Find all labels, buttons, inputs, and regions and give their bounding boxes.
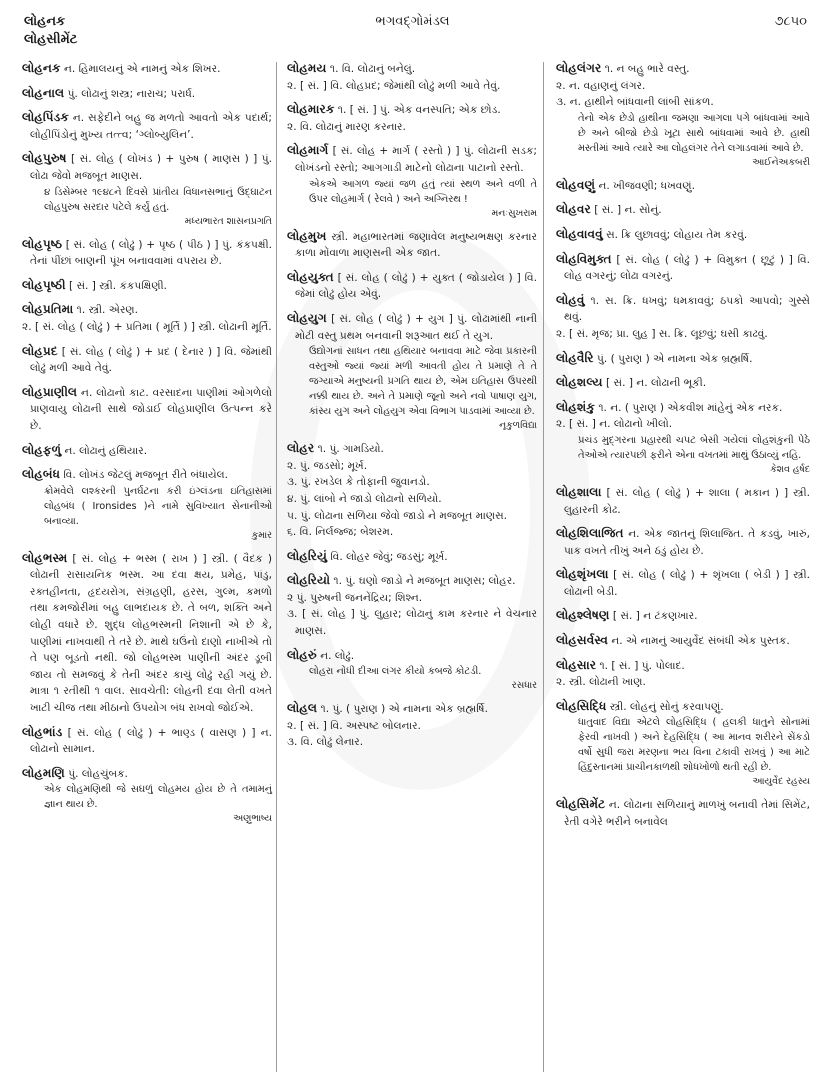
sense: ૨. [ સં. ] વિ. અસ્પષ્ટ બોલનાર.: [287, 719, 421, 732]
dictionary-entry: [287, 310, 537, 433]
dictionary-entry: [22, 150, 272, 228]
definition: [ સં. લોહ ( લોઢું ) + શાલા ( મકાન ) ] સ્ત્રી. લુહારની કોઢ.: [564, 486, 810, 516]
headword: લોહવિમુક્ત: [556, 251, 612, 266]
dictionary-entry: [556, 201, 810, 219]
sense: ૩. પું. રખડેલ કે તોફાની જુવાનડો.: [287, 476, 430, 489]
headword: લોહશલ્ય: [556, 375, 603, 390]
definition: ન. ખીજવણી; ધખવણું.: [598, 179, 695, 192]
dictionary-entry: [287, 60, 537, 94]
definition: પું. લોઢાનું શસ્ત્ર; નારાચ; પરાર્ધ.: [67, 87, 196, 100]
definition: ૧. પું. ( પુરાણ ) એ નામના એક બ્રહ્મર્ષિ.: [320, 703, 488, 716]
headword: લોહયુક્ત: [287, 269, 334, 284]
definition: સ્ત્રી. મહાભારતમાં જણાવેલ મનુષ્યભક્ષણ કરનાર કાળા મોંવાળા માણસની એક જાત.: [295, 230, 537, 260]
definition: સ્ત્રી. લોહનું સોનું કરવાપણું.: [609, 700, 724, 713]
headword: લોહમય: [287, 61, 327, 75]
headword: લોહયુગ: [287, 310, 327, 325]
headword: લોહસર્વસ્વ: [556, 633, 609, 648]
headword: લોહવું: [556, 292, 585, 307]
definition: ન. લોઢાના સળિયાનું માળખું બનાવી તેમાં સિમેંટ, રેતી વગેરે ભરીને બનાવેલ: [564, 799, 810, 829]
headword: લોહભસ્મ: [22, 550, 68, 565]
headword: લોહર: [287, 441, 315, 456]
headword: લોહભાંડ: [22, 724, 63, 739]
dictionary-entry: [287, 440, 537, 541]
headword: લોહવાવવું: [556, 226, 603, 241]
definition: [ સં. ] ન ટંકણખાર.: [612, 610, 698, 623]
definition: વિ. લોહર જેવું; જડસું; મૂર્ખ.: [330, 550, 448, 563]
definition: ૧. ન. ( પુરાણ ) એકવીશ માંહેનું એક નરક.: [598, 401, 783, 414]
definition: સ. ક્રિ લુછાવવું; લોહાય તેમ કરવું.: [606, 228, 748, 241]
headword: લોહશૃંખલા: [556, 567, 609, 582]
definition: ન. લોઢું.: [320, 649, 355, 662]
definition: [ સં. ] ન. સોનું.: [594, 204, 662, 217]
page-header: [0, 0, 825, 56]
sense: ૪. પું. લાંબો ને જાડો લોઢાનો સળિયો.: [287, 492, 442, 505]
headword: લોહશંકુ: [556, 399, 595, 414]
dictionary-entry: [556, 399, 810, 477]
sense: ૨. [ સં. ] ન. લોઢાનો ખીલો.: [556, 418, 673, 431]
column-2: [287, 60, 537, 1085]
sense: ૨. વિ. લોઢાનું મારણ કરનાર.: [287, 120, 406, 133]
headword: લોહપ્રતિમા: [22, 302, 74, 317]
column-divider: [543, 62, 544, 1072]
dictionary-entry: [22, 765, 272, 827]
dictionary-entry: [556, 484, 810, 518]
definition: [ સં. લોહ ( લોઢું ) + ભાણ્ડ ( વાસણ ) ] ન. લોઢાનો સામાન.: [30, 726, 272, 756]
definition: ૧. વિ. લોઢાનું બનેલું.: [329, 63, 416, 75]
definition: ૧. સ્ત્રી. એરણ.: [76, 304, 139, 317]
definition: ૧. ન બહુ ભારે વસ્તુ.: [604, 63, 690, 75]
column-1: [22, 60, 272, 1085]
citation-source: કુમાર: [251, 529, 272, 541]
definition: ન. એક જાતનું શિલાજિત. તે કડવું, ખારું, પાક વખતે તીખું અને ઠંડું હોય છે.: [564, 528, 811, 557]
citation-source: આઈનેઅકબરી: [752, 156, 810, 168]
definition: [ સં. લોહ ( લોઢું ) + વિમુક્ત ( છૂટું ) ] વિ. લોહ વગરનું; લોઢા વગરનું.: [564, 253, 810, 283]
headword: લોહમારક: [287, 102, 335, 117]
dictionary-entry: [22, 236, 272, 270]
dictionary-entry: [287, 228, 537, 262]
dictionary-entry: [22, 466, 272, 543]
headword: લોહસિદ્ધિ: [556, 698, 607, 713]
definition: [ સં. લોહ ( લોઢું ) + યુગ ] પું. લોઢામાંથી નાની મોટી વસ્તુ પ્રથમ બનવાની શરૂઆત થઈ તે યુગ.: [295, 312, 537, 342]
definition: [ સં. લોહ + ભસ્મ ( રાખ ) ] સ્ત્રી. ( વૈદક ) લોઢાની રાસાયનિક ભસ્મ. આ દવા ક્ષય, પ્રમેહ, પાંડુ, રક્તહીનતા, હૃદયરોગ, સંગ્રહણી, હરસ, ગુલ્મ, કમળો તથા કમજોરીમાં બહુ લાભદાયક છે. તે બળ, શક્તિ અને લોહી વધારે છે. શુદ્ધ લોહભસ્મની નિશાની એ છે કે, પાણીમાં નાખવાથી તે તરે છે. માથે ઘઉંનો દાણો નાખીએ તો તે પણ બૂડતો નથી. જો લોહભસ્મ પાણીની અંદર ડૂબી જાય તો સમજવું કે તેની અંદર કાચું લોઢું રહી ગયું છે. માત્રા ૧ રતીથી ૧ વાલ. સાવચેતી: લોહની દવા લેતી વખતે ખાટી ચીજ તથા મીઠાનો ઉપયોગ બંધ રાખવો જોઈએ.: [30, 552, 272, 715]
definition: [ સં. લોહ + માર્ગ ( રસ્તો ) ] પું. લોઢાની સડક; લોખંડનો રસ્તો; આગગાડી માટેનો લોઢાના પાટાનો રસ્તો.: [295, 145, 538, 174]
citation-source: મધ્યભારત શાસનપ્રગતિ: [184, 215, 272, 227]
headword: લોહસિમેંટ: [556, 797, 606, 812]
definition: ૧. પું. ગામડિયો.: [317, 443, 384, 456]
headword: લોહમાર્ગ: [287, 143, 329, 158]
definition: [ સં. લોહ ( લોઢું ) + પ્રદ ( દેનાર ) ] વિ. જેમાંથી લોઢું મળી આવે તેવું.: [30, 345, 272, 375]
dictionary-entry: [22, 550, 272, 717]
headword: લોહપૃષ્ઠી: [22, 277, 66, 292]
dictionary-entry: [556, 177, 810, 195]
sense: ૩. વિ. લોઢું લેનાર.: [287, 736, 364, 749]
dictionary-entry: [556, 374, 810, 392]
headword: લોહરિયો: [287, 573, 331, 588]
sense: ૩. ન. હાથીને બાંધવાની લાંબી સાંકળ.: [556, 96, 714, 109]
citation-quote: પ્રચંડ મુદ્ગરના પ્રહારથી ચપટ બેસી ગયેલાં લોહશંકુની પેઠે તેઓએ ત્યારપછી ફરીને એના વખતમાં માથું ઉઠાવ્યું નહિ.: [578, 434, 810, 461]
dictionary-entry: [22, 85, 272, 103]
sense: ૨. [ સં. ] વિ. લોહપ્રદ; જેમાંથી લોઢું મળી આવે તેવું.: [287, 79, 501, 92]
headword: લોહફળું: [22, 442, 62, 457]
definition: ૧. પું. ઘણો જાડો ને મજબૂત માણસ; લોહર.: [333, 575, 516, 588]
sense: ૩. [ સં. લોહ ] પું. લુહાર; લોઢાનું કામ કરનાર ને વેચનાર માણસ.: [287, 608, 537, 638]
definition: ૧. [ સં. ] પું. પોલાદ.: [599, 659, 685, 672]
sense: ૨. સ્ત્રી. લોઢાની ખાણ.: [556, 676, 646, 689]
dictionary-entry: [556, 60, 810, 170]
definition: ૧. સ. ક્રિ. ધખવું; ધમકાવવું; ઠપકો આપવો; ગુસ્સે થવું.: [564, 294, 810, 324]
sense: ૨. પું. જડસો; મૂર્ખ.: [287, 459, 368, 472]
dictionary-entry: [22, 343, 272, 377]
definition: ન. લોઢાનું હથિયાર.: [64, 444, 148, 457]
definition: વિ. લોખંડ જેટલું મજબૂત રીતે બંધાયેલ.: [63, 469, 229, 482]
dictionary-entry: [287, 142, 537, 220]
citation-quote: એક લોહમણિથી જે સઘળું લોહમય હોય છે તે તમામનું જ્ઞાન થાય છે.: [44, 784, 272, 811]
dictionary-entry: [22, 724, 272, 758]
dictionary-entry: [287, 101, 537, 135]
dictionary-entry: [556, 796, 810, 830]
dictionary-entry: [556, 566, 810, 600]
dictionary-entry: [556, 226, 810, 244]
page-number: ૭૮૫૦: [774, 14, 807, 29]
sense: ૨ પું. પુરુષની જનનેંદ્રિય; શિશ્ન.: [287, 591, 423, 604]
dictionary-entry: [22, 442, 272, 460]
headword: લોહપ્રાણીલ: [22, 384, 78, 399]
headword: લોહનક: [22, 61, 61, 75]
headword: લોહરું: [287, 647, 317, 662]
dictionary-entry: [556, 657, 810, 691]
headword: લોહપૃષ્ઠ: [22, 236, 63, 251]
citation-source: નૃકુળવિદ્યા: [499, 420, 537, 432]
headword: લોહમણિ: [22, 765, 65, 780]
citation-quote: એકએ આગળ જ્યાં જળ હતું ત્યાં સ્થળ અને વળી તે ઉપર લોહમાર્ગ ( રેલવે ) અને અગ્નિરથ !: [309, 178, 537, 205]
definition: ૧. [ સં. ] પું. એક વનસ્પતિ; એક છોડ.: [337, 104, 501, 117]
headword: લોહપ્રદ: [22, 343, 58, 358]
definition: [ સં. લોહ ( લોઢું ) + યુક્ત ( જોડાયેલ ) ] વિ. જેમાં લોઢું હોય એવું.: [295, 271, 537, 301]
headword: લોહલંગર: [556, 61, 602, 75]
running-title: ભગવદ્ગોમંડલ: [375, 14, 450, 29]
citation-source: કેશવ હર્ષદ: [770, 463, 810, 475]
definition: [ સં. ] ન. લોઢાની ભૂકી.: [606, 377, 707, 390]
definition: ન. સફેદીને બહુ જ મળતો આવતો એક પદાર્થ; લોહીપિંડોનું મુખ્ય તત્ત્વ; ‘ગ્લોબ્યુલિન’.: [30, 112, 272, 141]
headword: લોહમુખ: [287, 228, 327, 243]
dictionary-entry: [287, 647, 537, 694]
sense: ૨. ન. વહાણનું લંગર.: [556, 79, 646, 92]
definition: [ સં. લોહ ( લોઢું ) + પૃષ્ઠ ( પીઠ ) ] પું. કંકપક્ષી. તેનાં પીંછાં બાણની પૂંખ બનાવવામાં વપરાય છે.: [30, 238, 272, 268]
definition: ન. લોઢાનો કાટ. વરસાદના પાણીમાં ઓગળેલો પ્રાણવાયુ લોઢાની સાથે જોડાઈ લોહપ્રાણીલ ઉત્પન્ન કરે છે.: [30, 386, 272, 432]
dictionary-entry: [22, 301, 272, 335]
citation-source: આયુર્વેદ રહસ્ય: [752, 776, 810, 788]
dictionary-entry: [287, 269, 537, 303]
headword: લોહશ્લેષણ: [556, 608, 610, 623]
headword: લોહરિયું: [287, 548, 327, 563]
headword: લોહવૈરિ: [556, 350, 594, 365]
citation-source: મનઃસુખરામ: [491, 207, 537, 219]
headword: લોહશિલાજિત: [556, 526, 624, 541]
citation-source: રસધાર: [511, 680, 537, 692]
column-3: [556, 60, 810, 1085]
definition: ન. એ નામનું આયુર્વેદ સંબંધી એક પુસ્તક.: [611, 635, 790, 648]
dictionary-entry: [287, 700, 537, 751]
citation-quote: તેનો એક છેડો હાથીના જમણા આગલા પગે બાંધવામાં આવે છે અને બીજો છેડો ખૂટા સાથે બાંધવામાં આવે છે. હાથી મસ્તીમાં આવે ત્યારે આ લોહલંગર તેને લગાડવામાં આવે છે.: [578, 112, 810, 154]
citation-source: અણુભાષ્ય: [233, 813, 272, 825]
headword: લોહવણું: [556, 177, 596, 192]
dictionary-entry: [556, 632, 810, 650]
dictionary-entry: [556, 607, 810, 625]
definition: [ સં. ] સ્ત્રી. કંકપક્ષિણી.: [68, 279, 168, 292]
column-divider: [276, 62, 277, 1072]
sense: ૨. [ સં. મૃજ; પ્રા. લુહ ] સ. ક્રિ. લૂછવું; ઘસી કાઢવું.: [556, 327, 768, 340]
dictionary-entry: [22, 277, 272, 295]
sense: ૨. [ સં. લોહ ( લોઢું ) + પ્રતિમા ( મૂર્તિ ) ] સ્ત્રી. લોઢાની મૂર્તિ.: [22, 320, 272, 333]
definition: પું. ( પુરાણ ) એ નામના એક બ્રહ્મર્ષિ.: [596, 352, 753, 365]
headword: લોહસાર: [556, 657, 597, 672]
dictionary-entry: [287, 572, 537, 639]
definition: ન. હિમાલયનું એ નામનું એક શિખર.: [64, 63, 221, 75]
headword: લોહબંધ: [22, 467, 61, 482]
headword: લોહશાલા: [556, 484, 602, 499]
definition: [ સં. લોહ ( લોઢું ) + શૃંખલા ( બેડી ) ] સ્ત્રી. લોઢાની બેડી.: [564, 569, 810, 598]
dictionary-entry: [556, 251, 810, 285]
headword: લોહપિંડક: [22, 110, 69, 125]
dictionary-entry: [22, 384, 272, 435]
citation-quote: ધાતુવાદ વિદ્યા એટલે લોહસિદ્ધિ ( હલકી ધાતુને સોનામાં ફેરવી નાખવી ) અને દેહસિદ્ધિ ( આ માનવ શરીરને સેંકડો વર્ષો સુધી જરા મરણના ભય વિના ટકાવી રાખવું ) આ માટે હિંદુસ્તાનમાં પ્રાચીનકાળથી શોધખોળો થતી રહી છે.: [578, 717, 810, 774]
headword: લોહવર: [556, 202, 591, 217]
definition: [ સં. લોહ ( લોખંડ ) + પુરુષ ( માણસ ) ] પું. લોઢા જેવો મજબૂત માણસ.: [30, 153, 272, 182]
guide-word-first: લોહનક: [24, 14, 66, 29]
dictionary-entry: [22, 60, 272, 78]
citation-quote: લોહરા નોંધી દીઆ લંગર કીયો કબજે કોટડી.: [309, 666, 482, 678]
dictionary-entry: [287, 548, 537, 566]
guide-word-last: લોહસીમેંટ: [24, 32, 78, 47]
citation-quote: ક્રોમવેલે લશ્કરની પુનર્ઘટના કરી ઇંગ્લંડના ઇતિહાસમાં લોહબંધ ( Ironsides )ને નામે સુવિખ્યાત સેનાનીઓ બનાવ્યા.: [44, 485, 272, 527]
dictionary-entry: [556, 698, 810, 790]
headword: લોહલ: [287, 701, 318, 716]
dictionary-entry: [556, 350, 810, 368]
headword: લોહનાલ: [22, 85, 65, 100]
dictionary-entry: [22, 109, 272, 143]
sense: ૫. પું. લોઢાના સળિયા જેવો જાડો ને મજબૂત માણસ.: [287, 509, 508, 522]
dictionary-entry: [556, 292, 810, 343]
definition: પું. લોહચુંબક.: [68, 767, 128, 780]
citation-quote: ઉદ્યોગનાં સાધન તથા હથિયાર બનાવવા માટે જેવા પ્રકારની વસ્તુઓ જ્યાં જ્યાં મળી આવતી હોય તે પ્રમાણે તે તે જગ્યાએ મનુષ્યની પ્રગતિ થાય છે, એમ ઇતિહાસ ઉપરથી નક્કી થાય છે. અને તે પ્રમાણે જૂનો અને નવો પાષાણ યુગ, કાંસ્ય યુગ અને લોહયુગ એવા વિભાગ પાડવામાં આવ્યા છે.: [309, 346, 537, 418]
sense: ૬. વિ. નિર્લજ્જ; બેશરમ.: [287, 526, 394, 539]
citation-quote: ૪ ડિસેમ્બર ૧૯૪૮ને દિવસે પ્રાંતીય વિધાનસભાનું ઉદ્ઘાટન લોહપુરુષ સરદાર પટેલે કર્યું હતું.: [44, 186, 272, 213]
headword: લોહપુરુષ: [22, 151, 67, 166]
dictionary-entry: [556, 525, 810, 559]
